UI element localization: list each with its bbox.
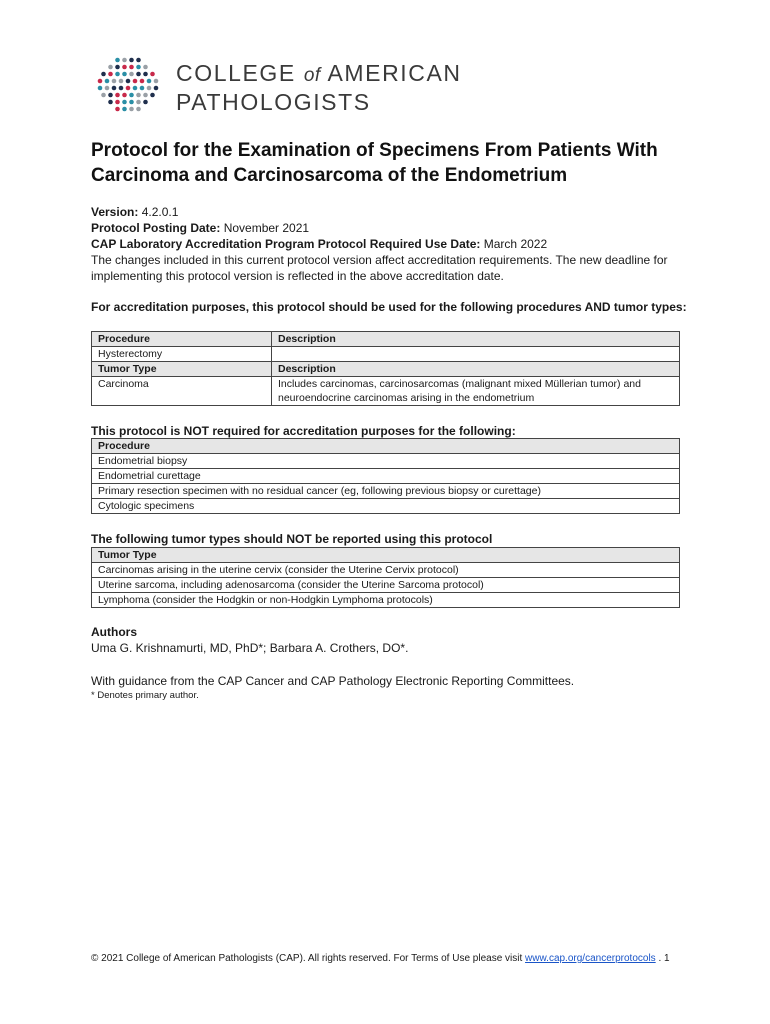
not-required-row: Endometrial curettage xyxy=(92,469,680,484)
version-label: Version: xyxy=(91,205,139,219)
not-required-row: Endometrial biopsy xyxy=(92,454,680,469)
changes-text: The changes included in this current protocol version affect accreditation requirements. The new deadline for implementing this protocol version is reflected in the above accreditation date. xyxy=(91,253,668,283)
document-title: Protocol for the Examination of Specimens From Patients With Carcinoma and Carcinosarcoma of the Endometrium xyxy=(91,140,658,186)
table-row xyxy=(92,563,680,578)
logo-dots-icon xyxy=(94,56,164,114)
table-row xyxy=(92,593,680,608)
table-row xyxy=(92,377,680,406)
not-reported-table xyxy=(91,547,680,608)
page-footer xyxy=(91,953,691,964)
not-required-row: Cytologic specimens xyxy=(92,499,680,514)
table-row xyxy=(92,499,680,514)
procedure-cell: Hysterectomy xyxy=(92,347,272,362)
cancer-protocols-link[interactable]: www.cap.org/cancerprotocols xyxy=(525,953,656,964)
table-row xyxy=(92,347,680,362)
protocol-meta xyxy=(91,204,691,284)
required-label: CAP Laboratory Accreditation Program Protocol Required Use Date: xyxy=(91,237,481,251)
table-row xyxy=(92,454,680,469)
tumor-cell: Carcinoma xyxy=(92,377,272,406)
page-number: . 1 xyxy=(658,953,670,964)
not-reported-row: Carcinomas arising in the uterine cervix (consider the Uterine Cervix protocol) xyxy=(92,563,680,578)
table-row xyxy=(92,578,680,593)
tumor-desc-cell: Includes carcinomas, carcinosarcomas (malignant mixed Müllerian tumor) and neuroendocrine carcinomas arising in the endometrium xyxy=(272,377,680,406)
cap-logo xyxy=(94,56,494,114)
footer-text: © 2021 College of American Pathologists (CAP). All rights reserved. For Terms of Use please visit xyxy=(91,953,523,964)
logo-wordmark xyxy=(176,60,462,116)
not-required-table xyxy=(91,438,680,514)
authors-section xyxy=(91,624,691,656)
col-procedure: Procedure xyxy=(92,332,272,347)
accreditation-intro: For accreditation purposes, this protocol should be used for the following procedures AND tumor types: xyxy=(91,300,687,314)
posting-value: November 2021 xyxy=(223,221,310,235)
not-reported-header: Tumor Type xyxy=(92,548,680,563)
required-value: March 2022 xyxy=(483,237,548,251)
logo-line2: PATHOLOGISTS xyxy=(176,89,371,115)
not-required-header: Procedure xyxy=(92,439,680,454)
not-required-row: Primary resection specimen with no residual cancer (eg, following previous biopsy or curettage) xyxy=(92,484,680,499)
accreditation-table xyxy=(91,331,680,406)
col-tumor-type: Tumor Type xyxy=(92,362,272,377)
procedure-desc-cell xyxy=(272,347,680,362)
col-description: Description xyxy=(272,332,680,347)
not-reported-row: Uterine sarcoma, including adenosarcoma (consider the Uterine Sarcoma protocol) xyxy=(92,578,680,593)
col-description-2: Description xyxy=(272,362,680,377)
table-row xyxy=(92,469,680,484)
not-reported-row: Lymphoma (consider the Hodgkin or non-Hodgkin Lymphoma protocols) xyxy=(92,593,680,608)
primary-author-note: * Denotes primary author. xyxy=(91,690,199,701)
table-row xyxy=(92,484,680,499)
posting-label: Protocol Posting Date: xyxy=(91,221,221,235)
logo-of: of xyxy=(303,65,321,86)
authors-heading: Authors xyxy=(91,625,137,639)
logo-line1b: AMERICAN xyxy=(320,60,462,86)
not-required-intro: This protocol is NOT required for accreditation purposes for the following: xyxy=(91,424,516,438)
not-reported-intro: The following tumor types should NOT be reported using this protocol xyxy=(91,532,493,546)
logo-line1a: COLLEGE xyxy=(176,60,304,86)
version-value: 4.2.0.1 xyxy=(141,205,179,219)
authors-names: Uma G. Krishnamurti, MD, PhD*; Barbara A. Crothers, DO*. xyxy=(91,641,409,655)
guidance-text: With guidance from the CAP Cancer and CAP Pathology Electronic Reporting Committees. xyxy=(91,674,575,688)
